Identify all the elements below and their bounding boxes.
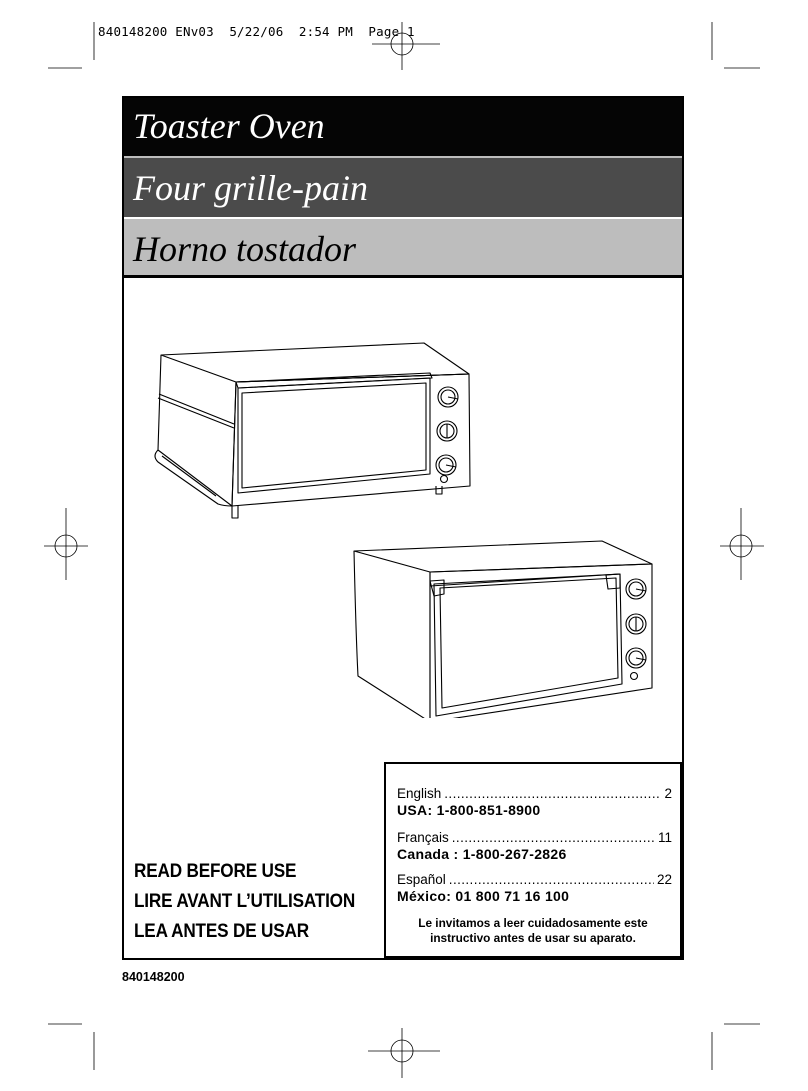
toc-entry-english — [397, 786, 672, 818]
print-slug-line: 840148200 ENv03 5/22/06 2:54 PM Page 1 — [98, 24, 415, 39]
toc-leader-dots — [449, 872, 654, 887]
title-band-french: Four grille-pain — [124, 156, 682, 217]
title-band-spanish: Horno tostador — [124, 217, 682, 278]
toc-language-label: English — [397, 786, 442, 801]
toc-leader-dots — [444, 786, 661, 801]
read-before-use-french: LIRE AVANT L’UTILISATION — [134, 890, 356, 912]
toc-page-number: 22 — [656, 872, 672, 887]
toc-entry-spanish — [397, 872, 672, 904]
language-contents-box — [384, 762, 682, 958]
read-before-use-english: READ BEFORE USE — [134, 860, 297, 882]
toc-entry-french — [397, 830, 672, 862]
toaster-oven-illustrations — [124, 278, 682, 718]
reading-invitation-note — [386, 916, 680, 946]
toc-phone-number: México: 01 800 71 16 100 — [397, 888, 570, 904]
reading-invitation-line-2: instructivo antes de usar su aparato. — [430, 931, 636, 945]
toc-leader-dots — [452, 830, 655, 845]
toc-language-label: Français — [397, 830, 449, 845]
reading-invitation-line-1: Le invitamos a leer cuidadosamente este — [418, 916, 648, 930]
product-code: 840148200 — [122, 970, 185, 984]
read-before-use-spanish: LEA ANTES DE USAR — [134, 920, 309, 942]
title-band-english: Toaster Oven — [124, 98, 682, 156]
manual-cover — [122, 96, 684, 960]
toc-phone-number: Canada : 1-800-267-2826 — [397, 846, 567, 862]
toc-phone-number: USA: 1-800-851-8900 — [397, 802, 541, 818]
toc-page-number: 2 — [664, 786, 672, 801]
toc-language-label: Español — [397, 872, 446, 887]
toc-page-number: 11 — [657, 830, 672, 845]
read-before-use-block — [134, 856, 385, 946]
toaster-oven-illustration-black — [354, 541, 652, 718]
toaster-oven-illustration-silver — [155, 343, 470, 518]
